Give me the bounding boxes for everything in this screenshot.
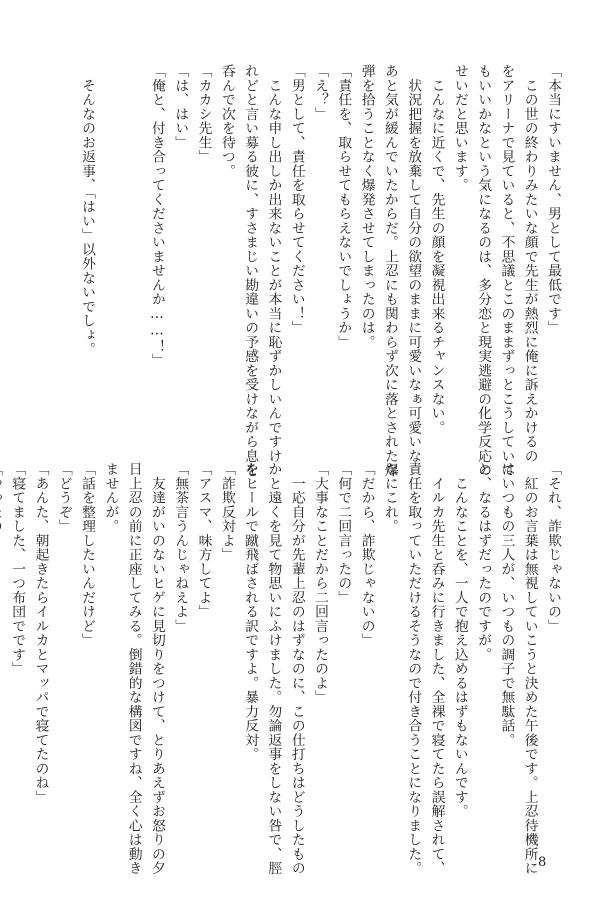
text-line: そんなのお返事、「はい」以外ないでしょ。 (79, 64, 96, 357)
text-line: 責任を取っていただけるそうなので付き合うことになりました。 (405, 462, 422, 876)
text-line (121, 64, 144, 440)
text-line: 「アスマ、味方してよ」 (195, 462, 212, 619)
text-line: 「俺と、付き合ってくださいませんか……！」 (148, 64, 165, 368)
page-number: 8 (538, 855, 547, 870)
text-line: ませんが。 (102, 462, 119, 534)
upper-text-block (75, 64, 564, 478)
text-line: 「え？」 (312, 64, 329, 121)
text-line: 紅のお言葉は無視していこうと決めた午後です。上忍待機所に (521, 462, 538, 876)
text-line: 「話を整理したいんだけど」 (79, 462, 96, 648)
text-line: 「何で二回言ったの」 (335, 462, 352, 605)
text-line: 日上忍の前に正座してみる。倒錯的な構図ですね、全く心は動き (125, 462, 142, 876)
text-line: 「本当にすいません、男として最低です」 (545, 64, 561, 335)
text-line: をアリーナで見ていると、不思議とこのままずっとこうしていて (498, 64, 515, 478)
text-line: をヒールで蹴飛ばされる訳ですよ。暴力反対。 (242, 462, 259, 762)
text-line: 「詐欺反対よ」 (218, 462, 235, 562)
text-line: こんなことを、一人で抱え込めるはずもないんです。 (451, 462, 468, 819)
text-line: 呑んで次を待つ。 (218, 64, 235, 178)
text-line: 「あんた、朝起きたらイルカとマッパで寝てたのね」 (32, 462, 49, 804)
text-line: 「男として、責任を取らせてください！」 (288, 64, 305, 335)
text-line: と、なるはずだったのですが。 (475, 462, 492, 662)
text-line: なにこれ。 (381, 462, 398, 534)
text-line: あと気が緩んでいたからだ。上忍にも関わらず次に落とされた爆 (381, 64, 398, 478)
text-line: 「は、はい」 (172, 64, 189, 150)
text-line: 「だから、詐欺じゃないの」 (358, 462, 375, 648)
text-line: 一応自分が先輩上忍のはずなのに、この仕打ちはどうしたもの (288, 462, 305, 876)
text-line: はいつもの三人が、いつもの調子で無駄話。 (498, 462, 515, 747)
text-line: 「寝てました、一つ布団でです」 (9, 462, 26, 676)
text-line: 状況把握を放棄して自分の欲望のままに可愛いなぁ可愛いな (405, 64, 422, 463)
text-line: 弾を拾うことなく爆発させてしまったのは。 (358, 64, 375, 349)
text-line: れどと言い募る彼に、すさまじい勘違いの予感を受けながら息を (242, 64, 259, 478)
text-line: イルカ先生と呑みに行きました、全裸で寝てたら誤解されて、 (428, 462, 445, 876)
text-line: 「無茶言うんじゃねえよ」 (172, 462, 189, 633)
lower-text-block (0, 462, 564, 876)
text-line: こんな申し出しか出来ないことが本当に恥ずかしいんですけ (265, 64, 282, 463)
text-line: 「責任を、取らせてもらえないでしょうか」 (335, 64, 352, 349)
text-line: この世の終わりみたいな顔で先生が熱烈に俺に訴えかけるの (521, 64, 538, 463)
text-line: 「カカシ先生」 (195, 64, 212, 164)
text-line: もいいかなという気になるのは、多分恋と現実逃避の化学反応の (475, 64, 492, 478)
text-line: かと遠くを見て物思いにふけました。勿論返事をしない咎で、脛 (265, 462, 282, 876)
text-line: 「それ、詐欺じゃないの」 (545, 462, 561, 633)
text-line: 「どうぞ」 (55, 462, 72, 534)
text-line (98, 64, 121, 440)
text-line: せいだと思います。 (451, 64, 468, 193)
text-line: 「大事なことだから二回言ったのよ」 (312, 462, 329, 705)
text-line: 友達がいのないヒゲに見切りをつけて、とりあえずお怒りの夕 (148, 462, 165, 876)
text-line: こんなに近くで、先生の顔を凝視出来るチャンスない。 (428, 64, 445, 435)
